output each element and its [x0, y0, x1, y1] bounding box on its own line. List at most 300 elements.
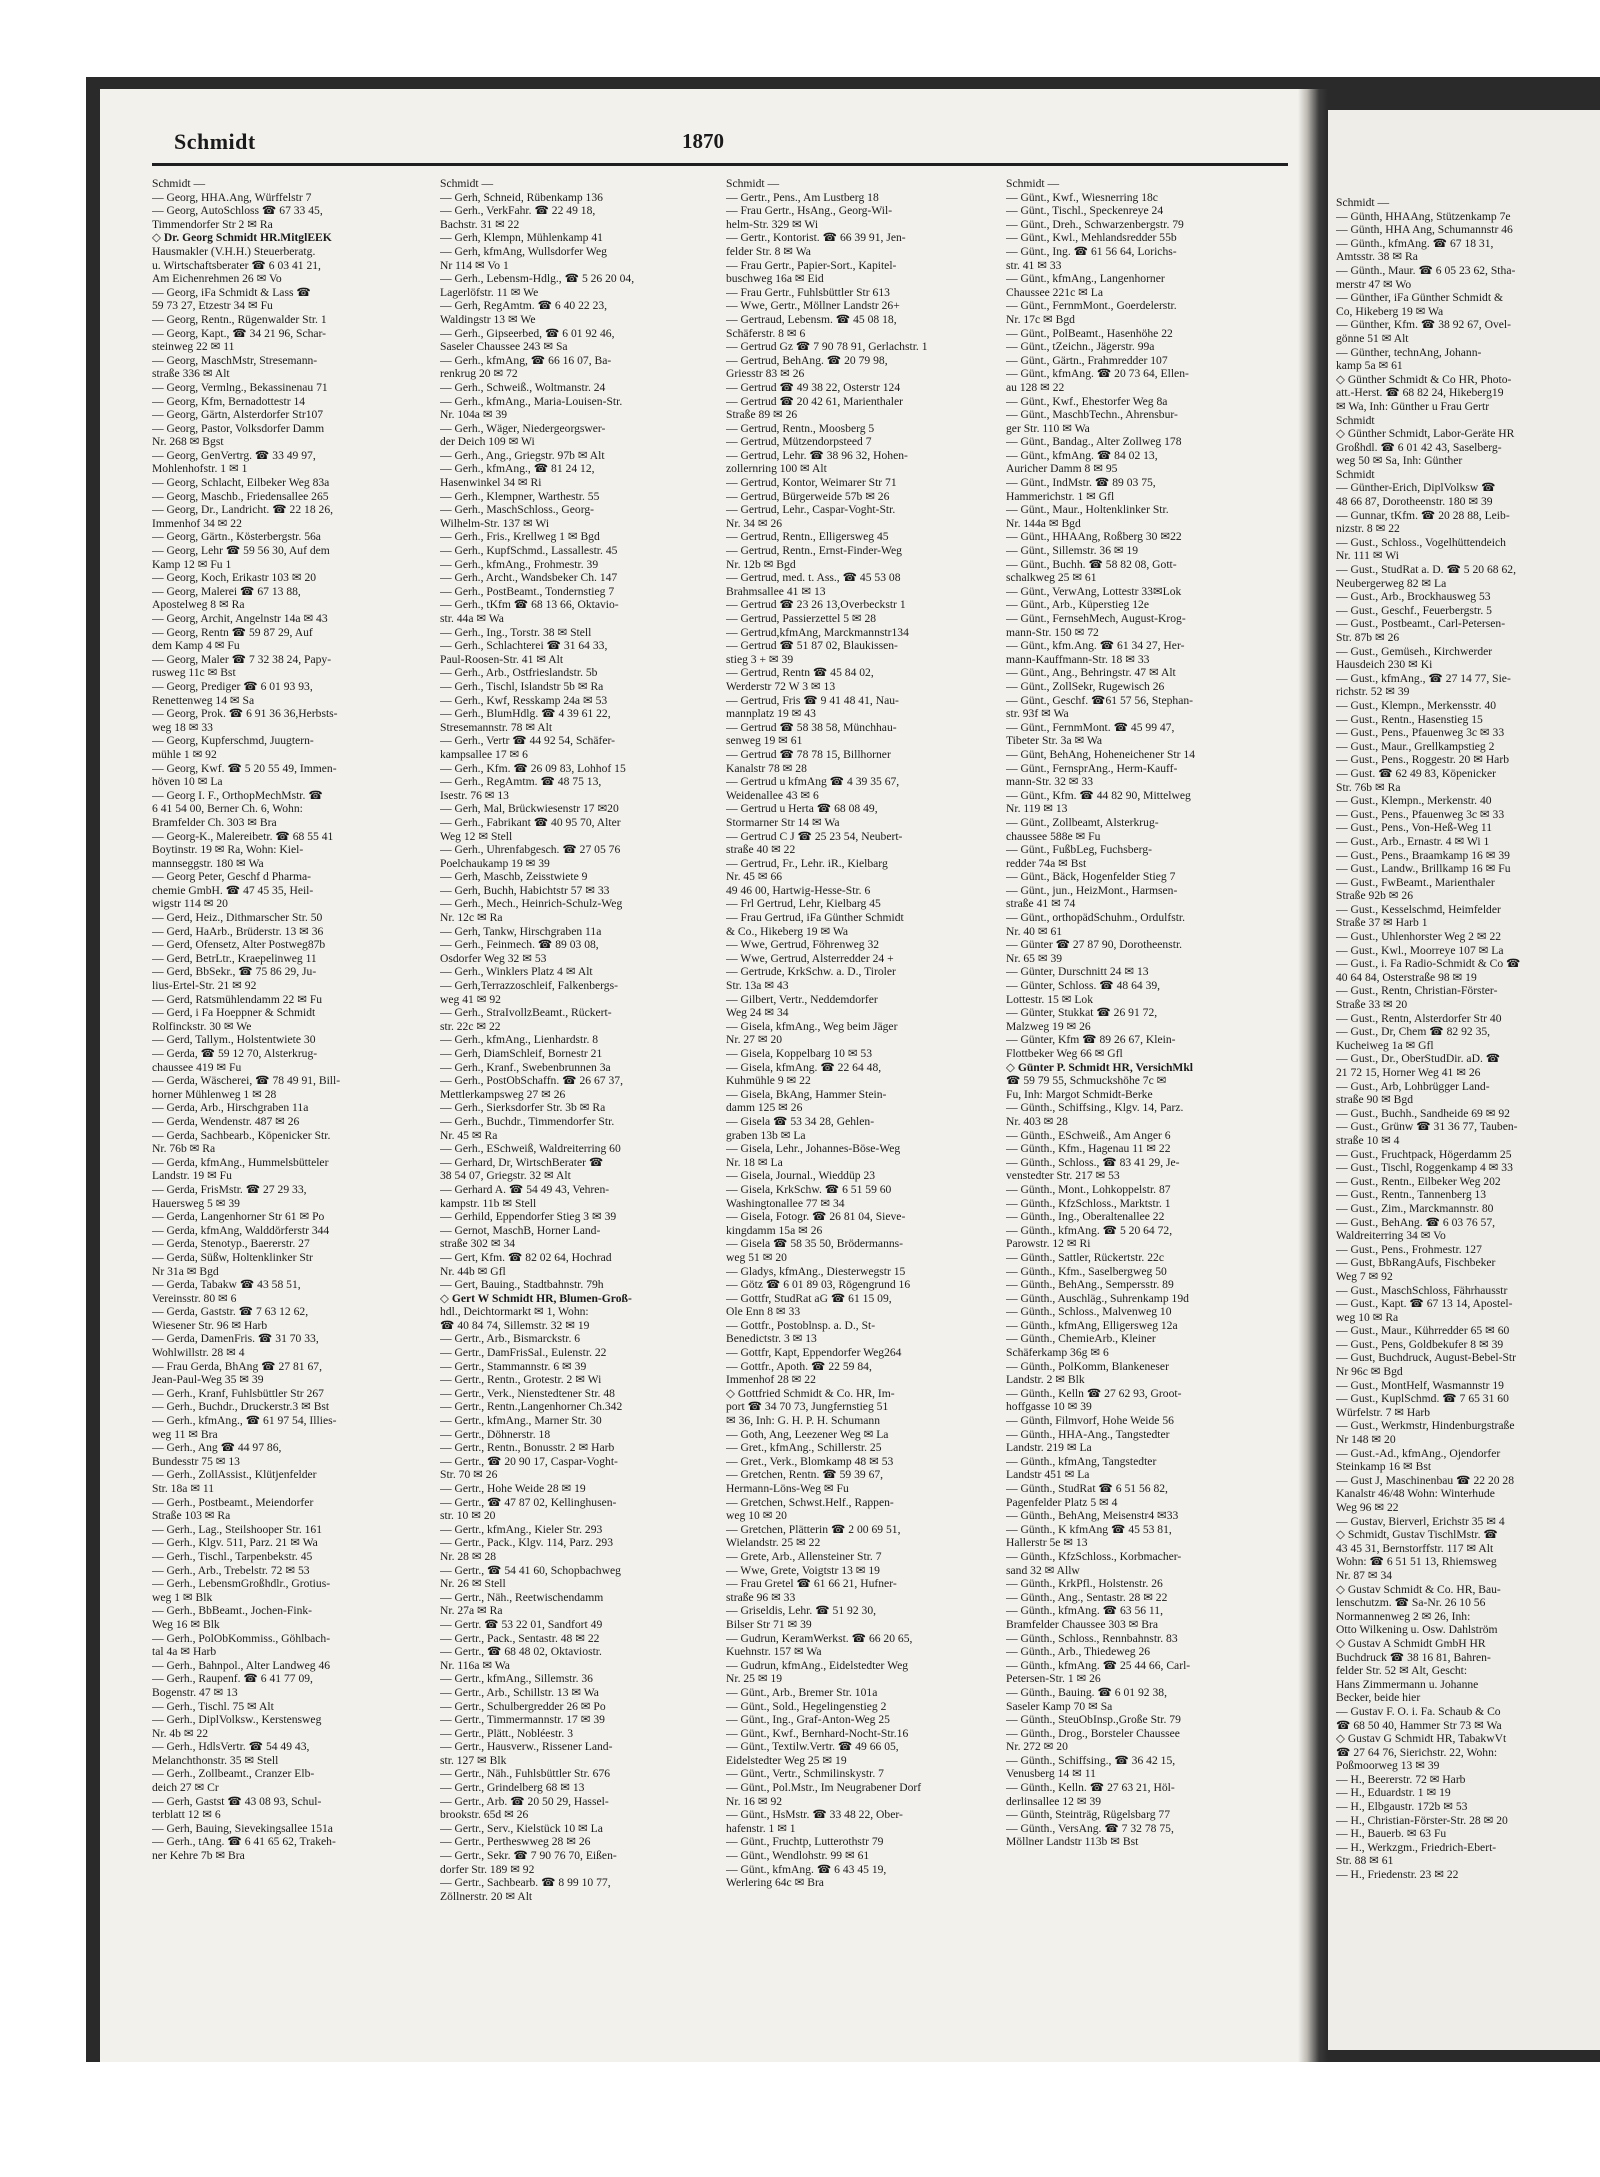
directory-entry-line: ◇ Gottfried Schmidt & Co. HR, Im-: [726, 1386, 895, 1400]
directory-entry-line: Str. 76b ✉ Ra: [1336, 780, 1401, 794]
page-heading: Schmidt: [174, 129, 256, 154]
directory-entry-line: Amtsstr. 38 ✉ Ra: [1336, 250, 1418, 264]
directory-entry-line: — Gust., Schloss., Vogelhüttendeich: [1336, 535, 1506, 549]
directory-entry-line: — Gert, Bauing., Stadtbahnstr. 79h: [440, 1278, 604, 1292]
directory-entry-line: Auricher Damm 8 ✉ 95: [1006, 462, 1118, 476]
directory-entry-line: — Gerda, Stenotyp., Baererstr. 27: [152, 1237, 310, 1251]
directory-entry-line: — Gertr., Arb., Bismarckstr. 6: [440, 1332, 581, 1346]
directory-entry-line: — Gertrud ☎ 20 42 61, Marienthaler: [726, 394, 904, 408]
directory-entry-line: — Günt., Sillemstr. 36 ✉ 19: [1006, 544, 1139, 558]
directory-entry-line: Nr. 17c ✉ Bgd: [1006, 312, 1075, 326]
directory-entry-line: Hauersweg 5 ✉ 39: [152, 1196, 240, 1210]
directory-entry-line: Nr. 18 ✉ La: [726, 1155, 783, 1169]
directory-entry-line: — Günth., KrkPfl., Holstenstr. 26: [1006, 1577, 1163, 1591]
directory-entry-line: — Günt., Buchh. ☎ 58 82 08, Gott-: [1006, 557, 1177, 571]
directory-entry-line: — Gretchen, Rentn. ☎ 59 39 67,: [726, 1468, 884, 1482]
directory-entry-line: Saseler Kamp 70 ✉ Sa: [1006, 1699, 1113, 1713]
directory-entry-line: — Gust., FwBeamt., Marienthaler: [1336, 875, 1495, 889]
directory-entry-line: — Gust., Maur., Grellkampstieg 2: [1336, 739, 1495, 753]
directory-entry-line: — Gertrud, Rentn., Elligersweg 45: [726, 530, 889, 544]
directory-entry-line: Malzweg 19 ✉ 26: [1006, 1019, 1091, 1033]
directory-entry-line: Straße 89 ✉ 26: [726, 408, 798, 422]
directory-entry-line: ◇ Gert W Schmidt HR, Blumen-Groß-: [440, 1291, 632, 1305]
directory-entry-line: — H., Beererstr. 72 ✉ Harb: [1336, 1772, 1466, 1786]
directory-entry-line: Würfelstr. 7 ✉ Harb: [1336, 1405, 1431, 1419]
directory-entry-line: zollernring 100 ✉ Alt: [726, 462, 827, 476]
book-gutter: [1298, 89, 1328, 2062]
directory-entry-line: — Gerh., ESchweiß, Waldreiterring 60: [440, 1142, 621, 1156]
directory-entry-line: — Georg, Pastor, Volksdorfer Damm: [152, 421, 325, 435]
directory-entry-line: — Gerh., Klempner, Warthestr. 55: [440, 489, 600, 503]
directory-entry-line: — Gerd, BetrLtr., Kraepelinweg 11: [152, 951, 317, 965]
directory-entry-line: sand 32 ✉ Allw: [1006, 1563, 1080, 1577]
directory-entry-line: kampsallee 17 ✉ 6: [440, 747, 528, 761]
directory-entry-line: — Gerh., kfmAng, ☎ 66 16 07, Ba-: [440, 353, 612, 367]
directory-entry-line: — Günth., kfmAng, Tangstedter: [1006, 1454, 1157, 1468]
directory-entry-line: Bilser Str 71 ✉ 39: [726, 1617, 812, 1631]
directory-entry-line: tal 4a ✉ Harb: [152, 1645, 217, 1659]
directory-entry-line: — H., Christian-Förster-Str. 28 ✉ 20: [1336, 1813, 1508, 1827]
directory-entry-line: merstr 47 ✉ Wo: [1336, 277, 1412, 291]
directory-entry-line: — Gertr., Sekr. ☎ 7 90 76 70, Eißen-: [440, 1849, 617, 1863]
directory-entry-line: schalkweg 25 ✉ 61: [1006, 571, 1097, 585]
directory-entry-line: Kanalstr 78 ✉ 28: [726, 761, 807, 775]
directory-entry-line: — Günth., Kelln. ☎ 27 63 21, Höl-: [1006, 1781, 1175, 1795]
directory-entry-line: weg 51 ✉ 20: [726, 1250, 787, 1264]
directory-entry-line: — Gottfr, StudRat aG ☎ 61 15 09,: [726, 1291, 892, 1305]
directory-entry-line: felder Str. 8 ✉ Wa: [726, 244, 811, 258]
directory-entry-line: — Gisela, Lehr., Johannes-Böse-Weg: [726, 1142, 901, 1156]
directory-entry-line: — Gerh., Lag., Steilshooper Str. 161: [152, 1522, 323, 1536]
directory-entry-line: — Günt., kfmAng. ☎ 20 73 64, Ellen-: [1006, 367, 1189, 381]
directory-entry-line: Kamp 12 ✉ Fu 1: [152, 557, 232, 571]
directory-entry-line: — Gerh., Raupenf. ☎ 6 41 77 09,: [152, 1672, 313, 1686]
directory-entry-line: Renettenweg 14 ✉ Sa: [152, 693, 255, 707]
directory-entry-line: Washingtonallee 77 ✉ 34: [726, 1196, 845, 1210]
directory-entry-line: — Gerh., Uhrenfabgesch. ☎ 27 05 76: [440, 843, 621, 857]
directory-entry-line: ner Kehre 7b ✉ Bra: [152, 1849, 245, 1863]
directory-entry-line: — Frau Gertr., HsAng., Georg-Wil-: [726, 204, 893, 218]
directory-entry-line: — Gertr., Verk., Nienstedtener Str. 48: [440, 1386, 615, 1400]
directory-entry-line: wigstr 114 ✉ 20: [152, 897, 228, 911]
directory-entry-line: Hammerichstr. 1 ✉ Gfl: [1006, 489, 1115, 503]
directory-entry-line: — Goth, Ang, Leezener Weg ✉ La: [726, 1427, 889, 1441]
directory-entry-line: Poßmoorweg 13 ✉ 39: [1336, 1759, 1440, 1773]
directory-entry-line: — Günth., kfmAng. ☎ 63 56 11,: [1006, 1604, 1163, 1618]
directory-entry-line: — Günt., FernsprAng., Herm-Kauff-: [1006, 761, 1178, 775]
directory-entry-line: — Georg, Koch, Erikastr 103 ✉ 20: [152, 571, 317, 585]
directory-entry-line: Hallerstr 5e ✉ 13: [1006, 1536, 1088, 1550]
directory-entry-line: — Gust., Klempn., Merkensstr. 40: [1336, 698, 1497, 712]
directory-entry-line: — Günth., Arb., Thiedeweg 26: [1006, 1645, 1151, 1659]
directory-entry-line: — Günt., Ing. ☎ 61 56 64, Lorichs-: [1006, 244, 1177, 258]
directory-entry-line: — Günth., Mont., Lohkoppelstr. 87: [1006, 1182, 1171, 1196]
directory-entry-line: — Günth., BehAng, Meisenstr4 ✉33: [1006, 1509, 1179, 1523]
directory-entry-line: ✉ Wa, Inh: Günther u Frau Gertr: [1336, 399, 1490, 413]
directory-entry-line: — Gertrud, Lehr. ☎ 38 96 32, Hohen-: [726, 448, 908, 462]
directory-entry-line: — Gertr., Serv., Kielstück 10 ✉ La: [440, 1821, 603, 1835]
directory-entry-line: derlinsallee 12 ✉ 39: [1006, 1794, 1102, 1808]
directory-entry-line: terblatt 12 ✉ 6: [152, 1808, 221, 1822]
directory-entry-line: Lottestr. 15 ✉ Lok: [1006, 992, 1093, 1006]
directory-entry-line: — Gerda, Gaststr. ☎ 7 63 12 62,: [152, 1305, 309, 1319]
directory-entry-line: Hasenwinkel 34 ✉ Ri: [440, 476, 542, 490]
directory-entry-line: — Gertrud ☎ 51 87 02, Blaukissen-: [726, 639, 898, 653]
directory-entry-line: — Gottfr, Kapt, Eppendorfer Weg264: [726, 1346, 902, 1360]
directory-entry-line: Nr. 34 ✉ 26: [726, 516, 783, 530]
directory-entry-line: — Gertr., Plätt., Nobléestr. 3: [440, 1726, 573, 1740]
directory-entry-line: Werderstr 72 W 3 ✉ 13: [726, 679, 836, 693]
directory-entry-line: — Griseldis, Lehr. ☎ 51 92 30,: [726, 1604, 877, 1618]
directory-entry-line: — Günt., Ang., Behringstr. 47 ✉ Alt: [1006, 666, 1176, 680]
directory-entry-line: — Georg, Rentn ☎ 59 87 29, Auf: [152, 625, 313, 639]
directory-entry-line: — Gertrud, Rentn., Moosberg 5: [726, 421, 875, 435]
directory-entry-line: — Günt., Kwl., Mehlandsredder 55b: [1006, 231, 1177, 245]
directory-entry-line: — Günth., Ang., Sentastr. 28 ✉ 22: [1006, 1590, 1168, 1604]
directory-entry-line: — Gerh, Mal, Brückwiesenstr 17 ✉20: [440, 802, 619, 816]
directory-entry-line: Schmidt —: [726, 177, 780, 190]
directory-entry-line: — Frau Gretel ☎ 61 66 21, Hufner-: [726, 1577, 897, 1591]
directory-entry-line: Zöllnerstr. 20 ✉ Alt: [440, 1889, 533, 1903]
directory-entry-line: — H., Friedenstr. 23 ✉ 22: [1336, 1868, 1459, 1882]
directory-entry-line: straße 10 ✉ 4: [1336, 1133, 1400, 1147]
directory-entry-line: — Gertr., Hohe Weide 28 ✉ 19: [440, 1482, 586, 1495]
directory-entry-line: — Gertrud, Kontor, Weimarer Str 71: [726, 476, 897, 490]
directory-entry-line: ◇ Gustav G Schmidt HR, TabakwVt: [1336, 1732, 1507, 1746]
directory-entry-line: — Gerh., Archt., Wandsbeker Ch. 147: [440, 571, 618, 585]
directory-entry-line: — Günter, Kfm ☎ 89 26 67, Klein-: [1006, 1033, 1176, 1047]
directory-entry-line: Nr. 44b ✉ Gfl: [440, 1264, 506, 1278]
directory-entry-line: — Frau Gertrud, iFa Günther Schmidt: [726, 911, 904, 925]
directory-entry-line: — Gisela ☎ 58 35 50, Brödermanns-: [726, 1237, 904, 1251]
directory-entry-line: — Gertrud, BehAng. ☎ 20 79 98,: [726, 353, 888, 367]
directory-entry-line: Nr. 268 ✉ Bgst: [152, 435, 224, 449]
column-1: [152, 177, 431, 1863]
directory-entry-line: — Gret., kfmAng., Schillerstr. 25: [726, 1441, 882, 1455]
directory-entry-line: — Günth., SteuObInsp.,Große Str. 79: [1006, 1713, 1181, 1727]
directory-entry-line: Waldreiterring 34 ✉ Vo: [1336, 1229, 1446, 1243]
directory-entry-line: Am Eichenrehmen 26 ✉ Vo: [152, 272, 282, 286]
directory-entry-line: — Gertr., ☎ 47 87 02, Kellinghusen-: [440, 1495, 617, 1509]
directory-entry-line: — Günt., kfmAng. ☎ 6 43 45 19,: [726, 1862, 887, 1876]
directory-entry-line: Ole Enn 8 ✉ 33: [726, 1305, 801, 1319]
directory-entry-line: graben 13b ✉ La: [726, 1128, 806, 1142]
directory-entry-line: — Gust., Kapt. ☎ 67 13 14, Apostel-: [1336, 1297, 1513, 1311]
directory-entry-line: — Günth., kfmAng. ☎ 67 18 31,: [1336, 236, 1494, 250]
directory-entry-line: str. 22c ✉ 22: [440, 1019, 501, 1033]
directory-entry-line: — Gerda, Wendenstr. 487 ✉ 26: [152, 1114, 300, 1128]
directory-entry-line: weg 10 ✉ 20: [726, 1509, 787, 1523]
directory-entry-line: weg 10 ✉ Ra: [1336, 1310, 1399, 1324]
directory-entry-line: — Gerhard A. ☎ 54 49 43, Vehren-: [440, 1182, 610, 1196]
directory-entry-line: — Gerda, Wäscherei, ☎ 78 49 91, Bill-: [152, 1074, 341, 1088]
directory-entry-line: Boytinstr. 19 ✉ Ra, Wohn: Kiel-: [152, 843, 304, 857]
directory-entry-line: — Gust., MontHelf, Wasmannstr 19: [1336, 1378, 1504, 1392]
directory-entry-line: str. 10 ✉ 20: [440, 1509, 496, 1523]
directory-entry-line: — Gerh., RegAmtm. ☎ 48 75 13,: [440, 775, 602, 789]
directory-entry-line: — Günth., Ing., Oberaltenallee 22: [1006, 1210, 1165, 1224]
directory-entry-line: Nr. 104a ✉ 39: [440, 408, 508, 422]
directory-entry-line: Jean-Paul-Weg 35 ✉ 39: [152, 1373, 264, 1387]
directory-entry-line: Waldingstr 13 ✉ We: [440, 312, 536, 326]
directory-entry-line: — Gerda, Sachbearb., Köpenicker Str.: [152, 1128, 331, 1142]
directory-entry-line: Lagerlöfstr. 11 ✉ We: [440, 285, 539, 299]
column-2: [440, 177, 719, 1903]
directory-entry-line: — Günth., Schloss., Malvenweg 10: [1006, 1305, 1172, 1319]
directory-entry-line: 59 73 27, Etzestr 34 ✉ Fu: [152, 299, 273, 313]
directory-entry-line: str. 127 ✉ Blk: [440, 1753, 507, 1767]
directory-entry-line: — Gertr., Hausverw., Rissener Land-: [440, 1740, 613, 1754]
directory-entry-line: — Günther, iFa Günther Schmidt &: [1336, 291, 1503, 305]
directory-entry-line: — Gust., Dr., OberStudDir. aD. ☎: [1336, 1052, 1501, 1066]
directory-entry-line: — Gerda, kfmAng, Walddörferstr 344: [152, 1223, 330, 1237]
directory-entry-line: felder Str. 52 ✉ Alt, Gescht:: [1336, 1664, 1468, 1678]
directory-entry-line: — Günth, HHAAng, Stützenkamp 7e: [1336, 209, 1511, 223]
directory-entry-line: Nr 31a ✉ Bgd: [152, 1264, 219, 1278]
directory-entry-line: chaussee 419 ✉ Fu: [152, 1060, 242, 1074]
directory-entry-line: — Gertr., kfmAng., Sillemstr. 36: [440, 1672, 593, 1686]
directory-entry-line: — Gertr., Näh., Reetwischendamm: [440, 1590, 604, 1604]
directory-entry-line: Schäferkamp 36g ✉ 6: [1006, 1346, 1109, 1360]
directory-entry-line: straße 41 ✉ 74: [1006, 897, 1076, 911]
directory-entry-line: Straße 103 ✉ Ra: [152, 1509, 231, 1523]
directory-entry-line: — Gertrud ☎ 23 26 13,Overbeckstr 1: [726, 598, 906, 612]
directory-entry-line: — Gilbert, Vertr., Neddemdorfer: [726, 992, 878, 1006]
directory-entry-line: — Günth., Schiffsing., ☎ 36 42 15,: [1006, 1753, 1176, 1767]
directory-entry-line: ◇ Gustav Schmidt & Co. HR, Bau-: [1336, 1582, 1501, 1596]
directory-entry-line: str. 44a ✉ Wa: [440, 612, 504, 625]
directory-entry-line: — Gertrud,kfmAng, Marckmannstr134: [726, 625, 909, 639]
directory-entry-line: Str. 13a ✉ 43: [726, 979, 789, 993]
directory-entry-line: — Günth., PolKomm, Blankeneser: [1006, 1359, 1169, 1373]
directory-entry-line: Nr. 119 ✉ 13: [1006, 802, 1068, 816]
directory-entry-line: — Günt., Pol.Mstr., Im Neugrabener Dorf: [726, 1781, 922, 1795]
directory-entry-line: — Gudrun, KeramWerkst. ☎ 66 20 65,: [726, 1631, 913, 1645]
directory-entry-line: Griesstr 83 ✉ 26: [726, 367, 805, 381]
directory-entry-line: mann-Str. 150 ✉ 72: [1006, 625, 1099, 639]
directory-entry-line: — Günt., Bäck, Hogenfelder Stieg 7: [1006, 870, 1176, 884]
directory-entry-line: — Gust., Kesselschmd, Heimfelder: [1336, 902, 1501, 916]
directory-entry-line: — Gerh, Klempn, Mühlenkamp 41: [440, 231, 603, 245]
directory-entry-line: — Georg, Malerei ☎ 67 13 88,: [152, 584, 301, 598]
directory-entry-line: — Gertr., Pack., Klgv. 114, Parz. 293: [440, 1536, 614, 1550]
directory-entry-line: der Deich 109 ✉ Wi: [440, 435, 535, 449]
directory-entry-line: Mohlenhofstr. 1 ✉ 1: [152, 462, 248, 476]
directory-entry-line: — Gretchen, Schwst.Helf., Rappen-: [726, 1495, 894, 1509]
directory-entry-line: — Gerh., kfmAng., Maria-Louisen-Str.: [440, 394, 623, 408]
directory-entry-line: Nr. 28 ✉ 28: [440, 1549, 497, 1563]
directory-entry-line: ◇ Gustav A Schmidt GmbH HR: [1336, 1636, 1486, 1650]
directory-entry-line: hoffgasse 10 ✉ 39: [1006, 1400, 1092, 1414]
directory-entry-line: lenschutzm. ☎ Sa-Nr. 26 10 56: [1336, 1596, 1486, 1610]
directory-entry-line: Benedictstr. 3 ✉ 13: [726, 1332, 817, 1346]
directory-entry-line: straße 302 ✉ 34: [440, 1237, 516, 1251]
directory-entry-line: — Wwe, Gertrud, Föhrenweg 32: [726, 938, 880, 952]
directory-entry-line: 21 72 15, Horner Weg 41 ✉ 26: [1336, 1066, 1481, 1079]
directory-entry-line: — Günt., Maur., Holtenklinker Str.: [1006, 503, 1169, 517]
directory-entry-line: — Gust., Postbeamt., Carl-Petersen-: [1336, 617, 1506, 631]
directory-entry-line: — Gertr., Pertheswweg 28 ✉ 26: [440, 1835, 591, 1849]
directory-entry-line: Nr. 111 ✉ Wi: [1336, 549, 1399, 563]
directory-entry-line: redder 74a ✉ Bst: [1006, 856, 1087, 870]
directory-entry-line: steinweg 22 ✉ 11: [152, 340, 235, 354]
directory-entry-line: — Gust., Dr, Chem ☎ 82 92 35,: [1336, 1025, 1491, 1039]
directory-entry-line: — Gust., Arb., Ernastr. 4 ✉ Wi 1: [1336, 834, 1490, 848]
directory-entry-line: — Gustav F. O. i. Fa. Schaub & Co: [1336, 1704, 1501, 1718]
directory-entry-line: — Gerh., ZollAssist., Klütjenfelder: [152, 1468, 317, 1482]
directory-entry-line: — Günth., KfzSchloss., Marktstr. 1: [1006, 1196, 1171, 1210]
directory-entry-line: Bogenstr. 47 ✉ 13: [152, 1685, 238, 1699]
directory-entry-line: Weg 12 ✉ Stell: [440, 829, 513, 843]
directory-entry-line: — Gertrud ☎ 78 78 15, Billhorner: [726, 747, 891, 761]
directory-entry-line: — Gerh., Buchdr., Druckerstr.3 ✉ Bst: [152, 1400, 330, 1414]
directory-entry-line: — Georg, Maschb., Friedensallee 265: [152, 489, 329, 503]
directory-entry-line: Osdorfer Weg 32 ✉ 53: [440, 951, 547, 965]
directory-entry-line: — Gerh., Winklers Platz 4 ✉ Alt: [440, 965, 593, 979]
directory-entry-line: — Günth., Schiffsing., Klgv. 14, Parz.: [1006, 1101, 1184, 1115]
directory-entry-line: kingdamm 15a ✉ 26: [726, 1223, 823, 1237]
directory-entry-line: — Gerda, Langenhorner Str 61 ✉ Po: [152, 1210, 325, 1224]
directory-entry-line: — Gerh., Lebensm-Hdlg., ☎ 5 26 20 04,: [440, 272, 635, 286]
directory-entry-line: Mettlerkampsweg 27 ✉ 26: [440, 1087, 566, 1101]
directory-entry-line: — Gerh., PostObSchaffn. ☎ 26 67 37,: [440, 1074, 623, 1088]
directory-entry-line: — Gustav, Bierverl, Erichstr 35 ✉ 4: [1336, 1514, 1505, 1528]
directory-entry-line: Nr 96c ✉ Bgd: [1336, 1365, 1403, 1379]
directory-entry-line: ☎ 59 79 55, Schmuckshöhe 7c ✉: [1006, 1074, 1167, 1088]
directory-entry-line: damm 125 ✉ 26: [726, 1101, 803, 1115]
directory-entry-line: — Gertr., Näh., Fuhlsbüttler Str. 676: [440, 1767, 611, 1781]
directory-entry-line: mühle 1 ✉ 92: [152, 747, 217, 761]
directory-entry-line: — Gust., Grünw ☎ 31 36 77, Tauben-: [1336, 1120, 1518, 1134]
directory-entry-line: Nr. 40 ✉ 61: [1006, 924, 1063, 938]
directory-entry-line: — Gust J, Maschinenbau ☎ 22 20 28: [1336, 1473, 1515, 1487]
directory-entry-line: — H., Elbgaustr. 172b ✉ 53: [1336, 1800, 1468, 1814]
directory-entry-line: Weg 7 ✉ 92: [1336, 1269, 1393, 1283]
directory-entry-line: — Gertrude, KrkSchw. a. D., Tiroler: [726, 965, 896, 979]
directory-entry-line: — Frau Gertr., Papier-Sort., Kapitel-: [726, 258, 897, 272]
directory-entry-line: Schmidt: [1336, 467, 1375, 481]
directory-entry-line: Weg 24 ✉ 34: [726, 1006, 789, 1020]
directory-entry-line: Nr. 12c ✉ Ra: [440, 911, 503, 925]
directory-entry-line: — Gertr., Döhnerstr. 18: [440, 1427, 551, 1441]
directory-entry-line: — Gust., Pens., Von-Heß-Weg 11: [1336, 821, 1493, 835]
directory-entry-line: — Günt., FernmMont., Goerdelerstr.: [1006, 299, 1177, 313]
directory-entry-line: — Gerh., Kfm. ☎ 26 09 83, Lohhof 15: [440, 761, 626, 775]
directory-entry-line: — Georg, Kapt., ☎ 34 21 96, Schar-: [152, 326, 327, 340]
directory-entry-line: — Gerh, RegAmtm. ☎ 6 40 22 23,: [440, 299, 608, 313]
directory-entry-line: — Gertr., Arb., Schillstr. 13 ✉ Wa: [440, 1685, 599, 1699]
directory-entry-line: — Gust., Buchh., Sandheide 69 ✉ 92: [1336, 1106, 1510, 1120]
directory-entry-line: — Götz ☎ 6 01 89 03, Rögengrund 16: [726, 1278, 911, 1292]
directory-entry-line: — Georg, MaschMstr, Stresemann-: [152, 353, 318, 367]
directory-entry-line: — Gerh., BbBeamt., Jochen-Fink-: [152, 1604, 313, 1618]
directory-entry-line: — Gust., Klempn., Merkenstr. 40: [1336, 794, 1492, 808]
directory-entry-line: Becker, beide hier: [1336, 1691, 1421, 1705]
directory-entry-line: Rolfinckstr. 30 ✉ We: [152, 1019, 252, 1033]
directory-entry-line: straße 96 ✉ 33: [726, 1590, 796, 1604]
directory-entry-line: — Gertraud, Lebensm. ☎ 45 08 18,: [726, 312, 897, 326]
directory-entry-line: Melanchthonstr. 35 ✉ Stell: [152, 1753, 279, 1767]
directory-entry-line: Co, Hikeberg 19 ✉ Wa: [1336, 304, 1444, 318]
directory-entry-line: ◇ Schmidt, Gustav TischlMstr. ☎: [1336, 1528, 1498, 1542]
directory-entry-line: — Gust., kfmAng., ☎ 27 14 77, Sie-: [1336, 671, 1511, 685]
directory-entry-line: Wohlwillstr. 28 ✉ 4: [152, 1346, 245, 1360]
directory-entry-line: — Georg, Kupferschmd, Juugtern-: [152, 734, 314, 748]
directory-entry-line: — Günth., HHA-Ang., Tangstedter: [1006, 1427, 1170, 1441]
directory-entry-line: — Gust., i. Fa Radio-Schmidt & Co ☎: [1336, 957, 1521, 971]
directory-entry-line: Nr. 16 ✉ 92: [726, 1794, 783, 1808]
directory-entry-line: ☎ 27 64 76, Sierichstr. 22, Wohn:: [1336, 1745, 1498, 1759]
directory-entry-line: — Georg, Gärtn, Alsterdorfer Str107: [152, 408, 324, 422]
directory-entry-line: — Günt., kfm.Ang. ☎ 61 34 27, Her-: [1006, 639, 1185, 653]
directory-entry-line: ✉ 36, Inh: G. H. P. H. Schumann: [726, 1414, 880, 1428]
directory-entry-line: str. 41 ✉ 33: [1006, 258, 1062, 272]
directory-entry-line: straße 90 ✉ Bgd: [1336, 1093, 1414, 1107]
directory-entry-line: — Günth., K kfmAng ☎ 45 53 81,: [1006, 1522, 1172, 1536]
directory-entry-line: — Gerh., Tischl. 75 ✉ Alt: [152, 1699, 274, 1713]
directory-entry-line: — Günt., Textilw.Vertr. ☎ 49 66 05,: [726, 1740, 899, 1754]
directory-entry-line: — Gerh., Klgv. 511, Parz. 21 ✉ Wa: [152, 1536, 318, 1550]
directory-entry-line: Bramfelder Chaussee 303 ✉ Bra: [1006, 1617, 1159, 1631]
directory-entry-line: Isestr. 76 ✉ 13: [440, 788, 509, 802]
directory-entry-line: — Gust, Buchdruck, August-Bebel-Str: [1336, 1351, 1517, 1365]
directory-entry-line: Str. 70 ✉ 26: [440, 1468, 498, 1482]
directory-entry-line: — Günt., Kfm. ☎ 44 82 90, Mittelweg: [1006, 788, 1191, 802]
directory-entry-line: — Gust., Rentn, Christian-Förster-: [1336, 984, 1498, 998]
directory-entry-line: venstedter Str. 217 ✉ 53: [1006, 1169, 1120, 1183]
directory-entry-line: — Gust., Fruchtpack, Högerdamm 25: [1336, 1147, 1512, 1161]
directory-entry-line: — Gust., Rentn., Eilbeker Weg 202: [1336, 1174, 1501, 1188]
directory-entry-line: — Gerh., Arb., Trebelstr. 72 ✉ 53: [152, 1563, 310, 1577]
directory-entry-line: — Gerh., KupfSchmd., Lassallestr. 45: [440, 544, 618, 558]
directory-entry-line: — Gladys, kfmAng., Diesterwegstr 15: [726, 1264, 906, 1278]
directory-entry-line: — Gerh, Bauing, Sievekingsallee 151a: [152, 1821, 333, 1835]
directory-entry-line: — Gerd, Tallym., Holstentwiete 30: [152, 1033, 316, 1047]
directory-entry-line: — Gertr., Kontorist. ☎ 66 39 91, Jen-: [726, 231, 906, 245]
directory-entry-line: — Gerh., Tischl., Tarpenbekstr. 45: [152, 1549, 313, 1563]
directory-entry-line: Straße 92b ✉ 26: [1336, 889, 1414, 903]
directory-entry-line: — Georg, HHA.Ang, Würffelstr 7: [152, 190, 312, 204]
directory-entry-line: Bachstr. 31 ✉ 22: [440, 217, 520, 231]
directory-entry-line: — Gerh., Kwf, Resskamp 24a ✉ 53: [440, 693, 608, 707]
directory-entry-line: — Gerda, kfmAng., Hummelsbütteler: [152, 1155, 329, 1169]
directory-entry-line: — Günth., Maur. ☎ 6 05 23 62, Stha-: [1336, 263, 1516, 277]
directory-entry-line: Weg 16 ✉ Blk: [152, 1617, 220, 1631]
directory-entry-line: — Gerh., Fris., Krellweg 1 ✉ Bgd: [440, 530, 600, 544]
directory-page: [100, 89, 1298, 2062]
directory-entry-line: — Günt., FernmMont. ☎ 45 99 47,: [1006, 720, 1175, 734]
directory-entry-line: — Gust., Arb, Lohbrügger Land-: [1336, 1079, 1490, 1093]
directory-entry-line: — Günt, BehAng, Hoheneichener Str 14: [1006, 747, 1196, 761]
directory-entry-line: — Günt., ZollSekr, Rugewisch 26: [1006, 679, 1165, 693]
directory-entry-line: Nr. 272 ✉ 20: [1006, 1740, 1068, 1754]
directory-entry-line: — Günter ☎ 27 87 90, Dorotheenstr.: [1006, 938, 1183, 952]
directory-entry-line: — Gertrud, Fris ☎ 9 41 48 41, Nau-: [726, 693, 899, 707]
directory-entry-line: Nr. 116a ✉ Wa: [440, 1658, 510, 1672]
directory-entry-line: — Gerd, i Fa Hoeppner & Schmidt: [152, 1006, 316, 1020]
directory-entry-line: — Günt., jun., HeizMont., Harmsen-: [1006, 883, 1178, 897]
directory-entry-line: — Gerda, FrisMstr. ☎ 27 29 33,: [152, 1182, 307, 1196]
directory-entry-line: — Gertrud ☎ 49 38 22, Osterstr 124: [726, 380, 901, 394]
directory-entry-line: — Günter, Stukkat ☎ 26 91 72,: [1006, 1006, 1158, 1020]
directory-entry-line: dorfer Str. 189 ✉ 92: [440, 1862, 535, 1876]
directory-entry-line: — Gerh, kfmAng, Wullsdorfer Weg: [440, 244, 607, 258]
directory-entry-line: Kanalstr 46/48 Wohn: Winterhude: [1336, 1487, 1495, 1501]
directory-entry-line: — Gust., Pens., Pfauenweg 3c ✉ 33: [1336, 807, 1505, 821]
directory-entry-line: — Gerda, Arb., Hirschgraben 11a: [152, 1101, 309, 1115]
directory-entry-line: str. 93f ✉ Wa: [1006, 707, 1069, 721]
directory-entry-line: — Gust., MaschSchloss, Fährhausstr: [1336, 1283, 1508, 1297]
